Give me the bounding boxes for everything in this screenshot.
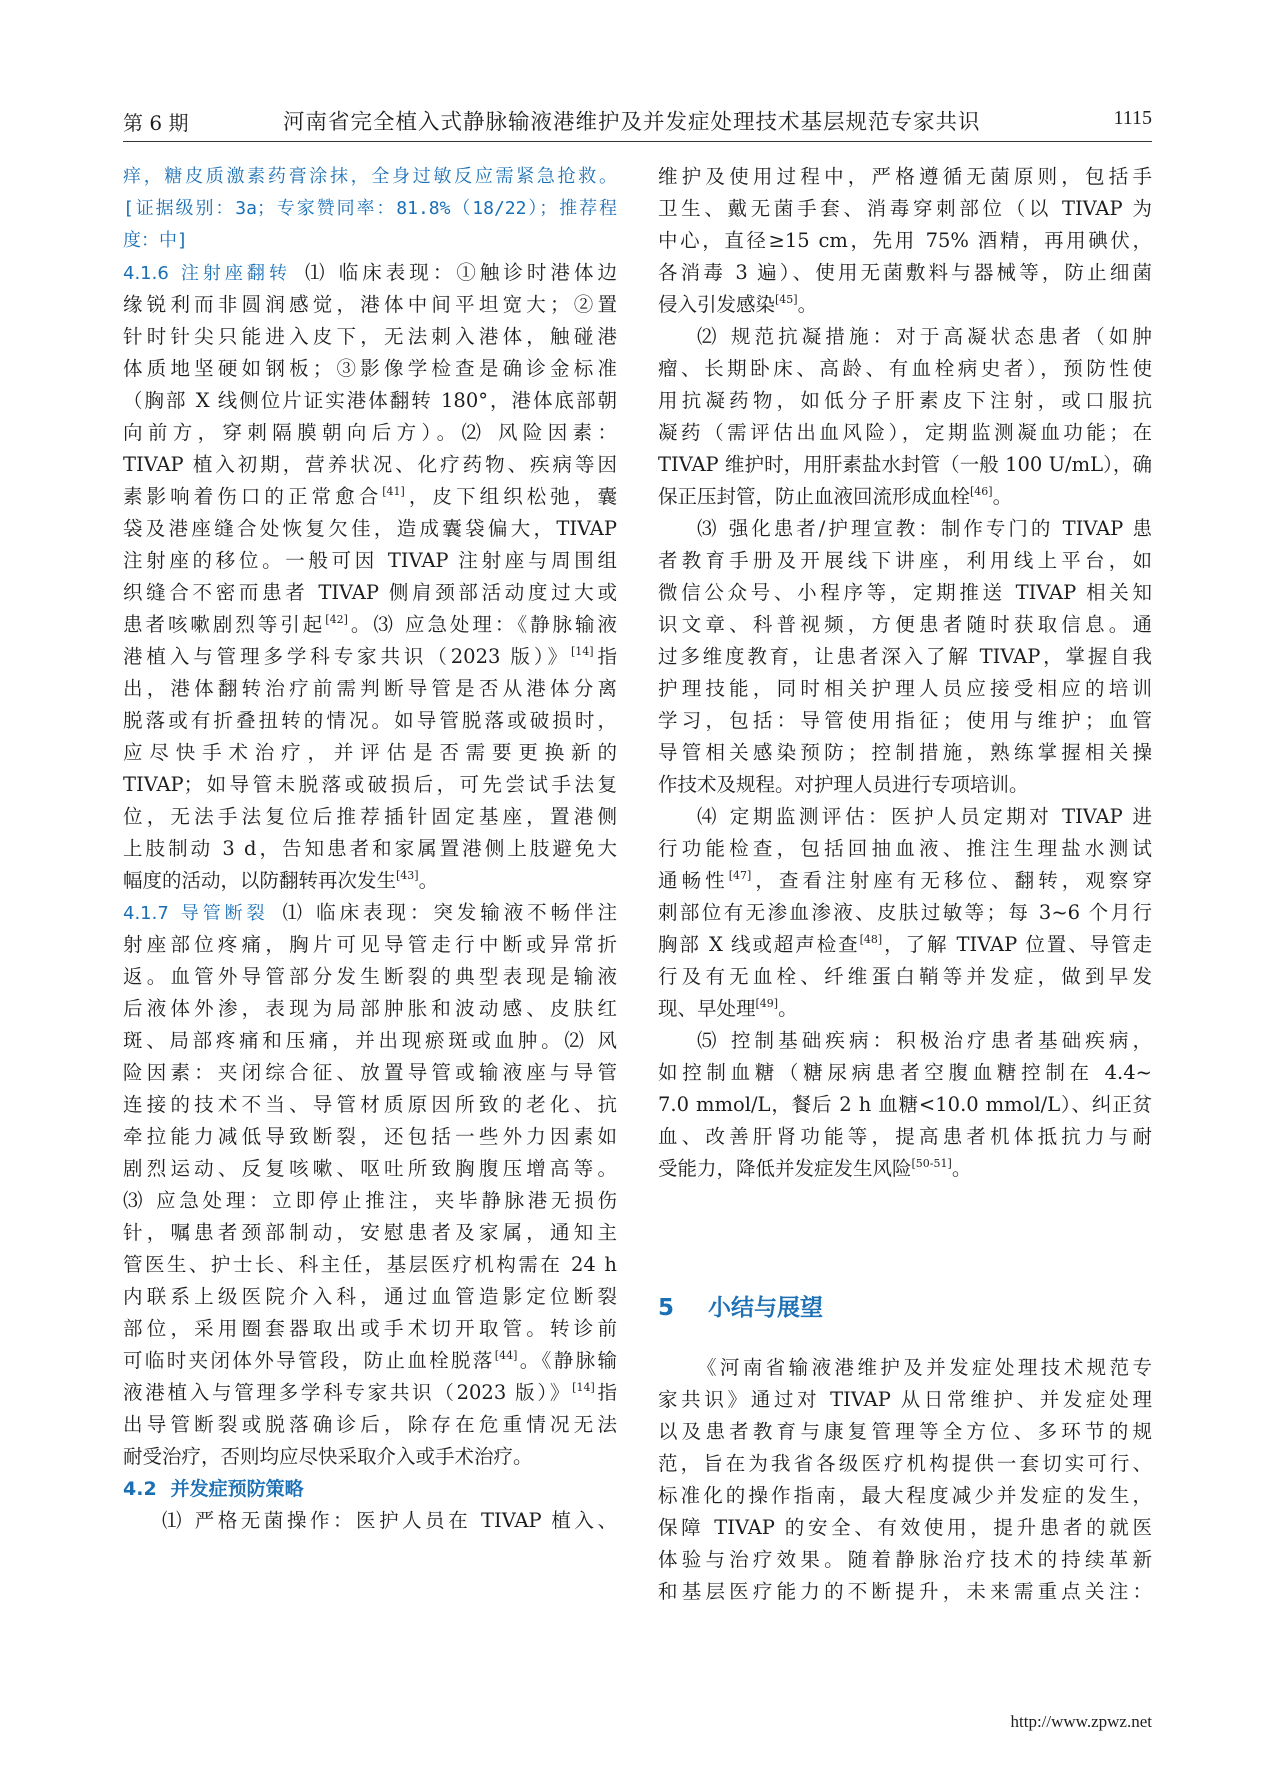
citation-ref[interactable]: [47]	[728, 869, 752, 882]
conclusion-paragraph	[658, 1352, 1152, 1608]
text-line: 卫生、戴无菌手套、消毒穿刺部位（以 TIVAP 为	[658, 197, 1152, 220]
text-line: 上肢制动 3 d，告知患者和家属置港侧上肢避免大	[123, 837, 617, 860]
text-line: 保正压封管，防止血液回流形成血栓[46]。	[658, 485, 1013, 508]
issue-number: 第 6 期	[123, 111, 189, 135]
citation-ref[interactable]: [45]	[775, 293, 798, 306]
text-line: 侵入引发感染[45]。	[658, 293, 818, 316]
text-line: 维护及使用过程中，严格遵循无菌原则，包括手	[658, 165, 1152, 188]
text-line: 胸部 X 线或超声检查[48]，了解 TIVAP 位置、导管走	[658, 933, 1152, 956]
text-line: 体质地坚硬如钢板；③影像学检查是确诊金标准	[123, 357, 617, 380]
text-line: 血、改善肝肾功能等，提高患者机体抵抗力与耐	[658, 1125, 1152, 1148]
text-line: （胸部 X 线侧位片证实港体翻转 180°，港体底部朝	[123, 389, 617, 412]
text-line: 返。血管外导管部分发生断裂的典型表现是输液	[123, 965, 617, 988]
text-line: 导管相关感染预防；控制措施，熟练掌握相关操	[658, 741, 1152, 764]
text-line: ⑷ 定期监测评估：医护人员定期对 TIVAP 进	[697, 805, 1152, 828]
text-line: 患者咳嗽剧烈等引起[42]。⑶ 应急处理：《静脉输液	[123, 613, 617, 636]
text-line: 7.0 mmol/L，餐后 2 h 血糖<10.0 mmol/L）、纠正贫	[658, 1093, 1152, 1116]
text-line: 险因素：夹闭综合征、放置导管或输液座与导管	[123, 1061, 617, 1084]
running-title: 河南省完全植入式静脉输液港维护及并发症处理技术基层规范专家共识	[283, 110, 981, 135]
text-line: TIVAP 维护时，用肝素盐水封管（一般 100 U/mL），确	[658, 453, 1152, 476]
text-line: 和基层医疗能力的不断提升，未来需重点关注：	[658, 1580, 1152, 1603]
citation-ref[interactable]: [50-51]	[911, 1157, 952, 1170]
text-line: 耐受治疗，否则均应尽快采取介入或手术治疗。	[123, 1445, 533, 1468]
text-line: 牵拉能力减低导致断裂，还包括一些外力因素如	[123, 1125, 617, 1148]
text-line: 幅度的活动，以防翻转再次发生[43]。	[123, 869, 439, 892]
text-line: 体验与治疗效果。随着静脉治疗技术的持续革新	[658, 1548, 1152, 1571]
text-line: 位，无法手法复位后推荐插针固定基座，置港侧	[123, 805, 617, 828]
page-header	[123, 101, 1152, 142]
right-column	[658, 161, 1152, 1185]
text-line: 凝药（需评估出血风险），定期监测凝血功能；在	[658, 421, 1152, 444]
text-line: 用抗凝药物，如低分子肝素皮下注射，或口服抗	[658, 389, 1152, 412]
citation-ref[interactable]: [49]	[755, 997, 779, 1010]
text-line: 织缝合不密而患者 TIVAP 侧肩颈部活动度过大或	[123, 581, 617, 604]
text-line: 痒，糖皮质激素药膏涂抹，全身过敏反应需紧急抢救。	[123, 166, 617, 187]
text-line: 素影响着伤口的正常愈合[41]，皮下组织松弛，囊	[123, 485, 617, 508]
text-line: 袋及港座缝合处恢复欠佳，造成囊袋偏大，TIVAP	[123, 517, 617, 540]
text-line: 范，旨在为我省各级医疗机构提供一套切实可行、	[658, 1452, 1152, 1475]
text-line: [证据级别：3a；专家赞同率：81.8%（18/22）；推荐程	[123, 198, 617, 219]
text-line: 学习，包括：导管使用指征；使用与维护；血管	[658, 709, 1152, 732]
text-line: 瘤、长期卧床、高龄、有血栓病史者），预防性使	[658, 357, 1152, 380]
text-line: ⑸ 控制基础疾病：积极治疗患者基础疾病，	[697, 1029, 1152, 1052]
text-line: 行及有无血栓、纤维蛋白鞘等并发症，做到早发	[658, 965, 1152, 988]
text-line: 注射座的移位。一般可因 TIVAP 注射座与周围组	[123, 549, 617, 572]
text-line: 以及患者教育与康复管理等全方位、多环节的规	[658, 1420, 1152, 1443]
text-line: 射座部位疼痛，胸片可见导管走行中断或异常折	[123, 933, 617, 956]
text-line: 液港植入与管理多学科专家共识（2023 版）》[14]指	[123, 1381, 617, 1404]
text-line: 微信公众号、小程序等，定期推送 TIVAP 相关知	[658, 581, 1152, 604]
text-line: 各消毒 3 遍）、使用无菌敷料与器械等，防止细菌	[658, 261, 1152, 284]
footer-url[interactable]: http://www.zpwz.net	[1010, 1712, 1152, 1731]
text-line: ⑶ 应急处理：立即停止推注，夹毕静脉港无损伤	[123, 1189, 617, 1212]
text-line: ⑵ 规范抗凝措施：对于高凝状态患者（如肿	[697, 325, 1152, 348]
text-line: 如控制血糖（糖尿病患者空腹血糖控制在 4.4~	[658, 1061, 1152, 1084]
citation-ref[interactable]: [44]	[494, 1349, 518, 1362]
text-line: 可临时夹闭体外导管段，防止血栓脱落[44]。《静脉输	[123, 1349, 617, 1372]
text-line: 识文章、科普视频，方便患者随时获取信息。通	[658, 613, 1152, 636]
text-line: 《河南省输液港维护及并发症处理技术规范专	[697, 1356, 1152, 1379]
text-line: 家共识》通过对 TIVAP 从日常维护、并发症处理	[658, 1388, 1152, 1411]
text-line: 度：中]	[123, 230, 188, 251]
text-line: 应尽快手术治疗，并评估是否需要更换新的	[123, 741, 617, 764]
text-line: TIVAP；如导管未脱落或破损后，可先尝试手法复	[123, 773, 617, 796]
text-line: 针，嘱患者颈部制动，安慰患者及家属，通知主	[123, 1221, 617, 1244]
text-line: 刺部位有无渗血渗液、皮肤过敏等；每 3~6 个月行	[658, 901, 1152, 924]
section-heading-4-1-6: 4.1.6 注射座翻转 ⑴ 临床表现：①触诊时港体边	[123, 261, 617, 284]
text-line: 剧烈运动、反复咳嗽、呕吐所致胸腹压增高等。	[123, 1157, 617, 1180]
text-line: 受能力，降低并发症发生风险[50-51]。	[658, 1157, 972, 1180]
citation-ref[interactable]: [14]	[572, 1381, 595, 1394]
text-line: 后液体外渗，表现为局部肿胀和波动感、皮肤红	[123, 997, 617, 1020]
text-line: 脱落或有折叠扭转的情况。如导管脱落或破损时，	[123, 709, 617, 732]
section-heading-5: 5 小结与展望	[658, 1295, 824, 1321]
text-line: 连接的技术不当、导管材质原因所致的老化、抗	[123, 1093, 617, 1116]
citation-ref[interactable]: [42]	[325, 613, 348, 626]
section-heading-4-1-7: 4.1.7 导管断裂 ⑴ 临床表现：突发输液不畅伴注	[123, 901, 617, 924]
citation-ref[interactable]: [43]	[396, 869, 419, 882]
text-line: 内联系上级医院介入科，通过血管造影定位断裂	[123, 1285, 617, 1308]
text-line: 作技术及规程。对护理人员进行专项培训。	[658, 773, 1029, 796]
text-line: ⑴ 严格无菌操作：医护人员在 TIVAP 植入、	[162, 1509, 617, 1532]
text-line: 针时针尖只能进入皮下，无法刺入港体，触碰港	[123, 325, 617, 348]
text-line: 中心，直径≥15 cm，先用 75% 酒精，再用碘伏，	[658, 229, 1152, 252]
text-line: 标准化的操作指南，最大程度减少并发症的发生，	[658, 1484, 1152, 1507]
text-line: 者教育手册及开展线下讲座，利用线上平台，如	[658, 549, 1152, 572]
text-line: 行功能检查，包括回抽血液、推注生理盐水测试	[658, 837, 1152, 860]
section-heading-4-2: 4.2 并发症预防策略	[123, 1478, 304, 1500]
text-line: 缘锐利而非圆润感觉，港体中间平坦宽大；②置	[123, 293, 617, 316]
text-line: 管医生、护士长、科主任，基层医疗机构需在 24 h	[123, 1253, 617, 1276]
page-number: 1115	[1113, 107, 1152, 129]
text-line: 保障 TIVAP 的安全、有效使用，提升患者的就医	[658, 1516, 1152, 1539]
citation-ref[interactable]: [48]	[859, 933, 883, 946]
text-line: 过多维度教育，让患者深入了解 TIVAP，掌握自我	[658, 645, 1152, 668]
text-line: 出导管断裂或脱落确诊后，除存在危重情况无法	[123, 1413, 617, 1436]
text-line: 港植入与管理多学科专家共识（2023 版）》[14]指	[123, 645, 617, 668]
citation-ref[interactable]: [14]	[570, 645, 594, 658]
citation-ref[interactable]: [41]	[382, 485, 405, 498]
citation-ref[interactable]: [46]	[970, 485, 993, 498]
text-line: TIVAP 植入初期，营养状况、化疗药物、疾病等因	[123, 453, 617, 476]
text-line: 出，港体翻转治疗前需判断导管是否从港体分离	[123, 677, 617, 700]
text-line: 通畅性[47]，查看注射座有无移位、翻转，观察穿	[658, 869, 1152, 892]
text-line: 向前方，穿刺隔膜朝向后方）。⑵ 风险因素：	[123, 421, 617, 444]
left-column	[123, 161, 617, 1537]
text-line: 现、早处理[49]。	[658, 997, 798, 1020]
text-line: ⑶ 强化患者/护理宣教：制作专门的 TIVAP 患	[697, 517, 1152, 540]
text-line: 斑、局部疼痛和压痛，并出现瘀斑或血肿。⑵ 风	[123, 1029, 617, 1052]
text-line: 部位，采用圈套器取出或手术切开取管。转诊前	[123, 1317, 617, 1340]
text-line: 护理技能，同时相关护理人员应接受相应的培训	[658, 677, 1152, 700]
